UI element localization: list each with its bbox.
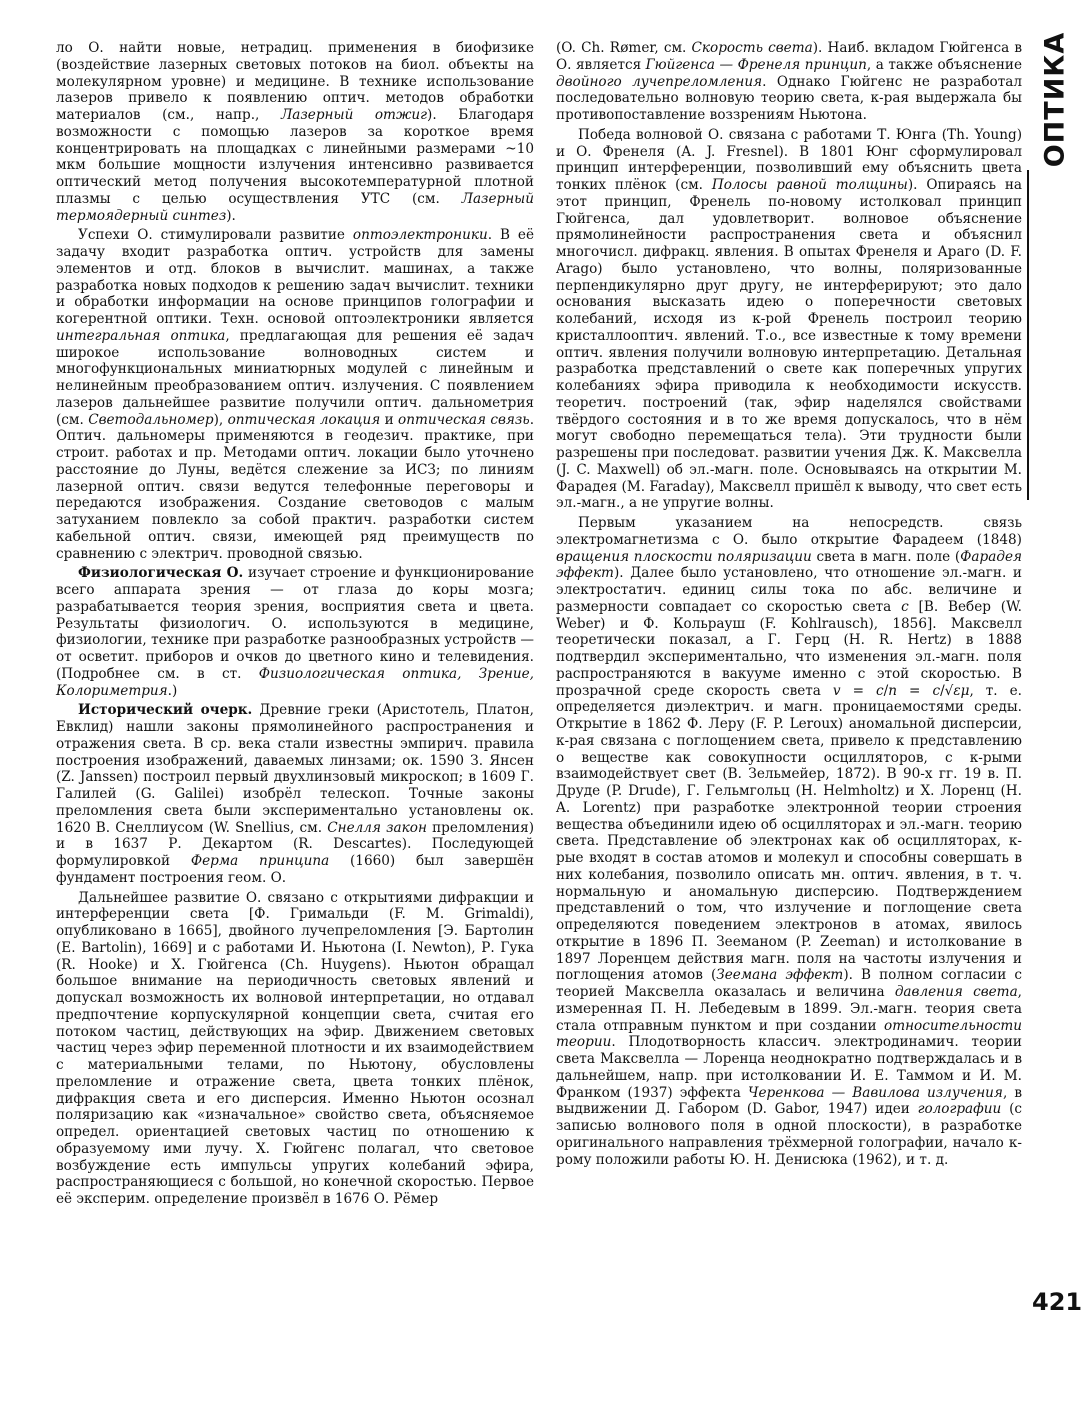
body-text: преломления) и в 1637 Р. Декартом (R. Descartes). Последующей формулировкой (56, 819, 534, 869)
paragraph (56, 565, 534, 699)
italic-reference-text: оптическая локация (227, 411, 381, 428)
body-text: . В её задачу входит разработка оптич. устройств для замены элементов и отд. блоков в вычислит. машинах, а также разработка новых подходов к решению задач вычислит. техники и обработки информации на основе принципов голографии и когерентной оптики. Техн. основой оптоэлектроники является (56, 227, 534, 327)
italic-reference-text: εμ (953, 682, 970, 699)
italic-reference-text: Зеемана эффект (716, 967, 844, 984)
body-text: , предлагающая для решения её задач широкое использование волноводных систем и многофункциональных миниатюрных модулей с линейным и нелинейным преобразованием оптич. излучения. С появлением лазеров дальнейшее развитие получили оптич. дальнометрия (см. (56, 327, 534, 428)
body-text: Успехи О. стимулировали развитие (78, 227, 353, 244)
body-text: (с записью волнового поля в одной плоскости), в разработке оригинального направления трёхмерной голографии, начало к-рому положили работы Ю. Н. Денисюка (1962), и т. д. (556, 1101, 1022, 1168)
italic-reference-text: n (888, 682, 898, 699)
italic-reference-text: Лазерный термоядерный синтез (56, 190, 534, 224)
italic-reference-text: Фарадея эффект (556, 548, 1022, 582)
paragraph (556, 515, 1022, 1168)
paragraph (556, 40, 1022, 124)
italic-reference-text: относительности теории (556, 1017, 1022, 1051)
body-text: ), (213, 411, 228, 428)
italic-reference-text: оптоэлектроники (352, 227, 488, 244)
body-text: ). Опираясь на этот принцип, Френель по-новому истолковал принцип Гюйгенса, дал удовлетворит. волновое объяснение прямолинейности распространения света и объяснил многочисл. дифракц. явления. В опытах Френеля и Араго (D. F. Arago) было установлено, что волны, поляризованные перпендикулярно друг другу, не интерферируют; это дало основания высказать идею о поперечности световых колебаний, исходя из к-рой Френель построил теорию кристаллооптич. явлений. Т.о., все известные к тому времени оптич. явления получили волновую интерпретацию. Детальная разработка представлений о свете как поперечных упругих колебаниях эфира приводила к необходимости искусств. теоретич. построений (так, эфир наделялся свойствами твёрдого состояния и в то же время допускалось, что в нём могут свободно перемещаться тела). Эти трудности были разрешены при последоват. развитии учения Дж. К. Максвелла (J. C. Maxwell) об эл.-магн. поле. Основываясь на открытии М. Фарадея (M. Faraday), Максвелл пришёл к выводу, что свет есть эл.-магн., а не упругие волны. (556, 177, 1022, 512)
page-number: 421 (1032, 1288, 1083, 1316)
paragraph (56, 890, 534, 1208)
italic-reference-text: Физиологическая оптика, Зрение, Колориметрия (56, 665, 534, 699)
body-text: ло О. найти новые, нетрадиц. применения в биофизике (воздействие лазерных световых потоков на биол. объекты на молекулярном уровне) и медицине. В технике использование лазеров привело к появлению оптич. методов обработки материалов (см., напр., (56, 40, 534, 123)
paragraph (56, 227, 534, 562)
body-text: света в магн. поле ( (811, 548, 961, 565)
italic-reference-text: Лазерный отжиг (280, 107, 428, 123)
body-text: /√ (940, 682, 954, 699)
bold-heading-text: Исторический очерк. (78, 702, 253, 719)
body-text: . Однако Гюйгенс не разработал последовательно волновую теорию света, к-рая выдержала бы противопоставление воззрениям Ньютона. (556, 73, 1022, 123)
italic-reference-text: Скорость света (691, 40, 813, 56)
italic-reference-text: Снелля закон (327, 819, 427, 836)
italic-reference-text: вращения плоскости поляризации (556, 548, 812, 565)
body-text: и (380, 411, 399, 428)
running-head-text: ОПТИКА (1039, 31, 1071, 167)
body-text: Победа волновой О. связана с работами Т. Юнга (Th. Young) и О. Френеля (A. J. Fresnel). В 1801 Юнг сформулировал принцип интерференции, позволивший ему объяснить цвета тонких плёнок (см. (556, 126, 1022, 193)
body-text: .) (167, 682, 178, 699)
italic-reference-text: c (876, 682, 884, 699)
body-text: (O. Ch. Rømer, см. (556, 40, 692, 56)
body-text: , измеренная П. Н. Лебедевым в 1899. Эл.-магн. теория света стала отправным пунктом и при создании (556, 984, 1022, 1034)
italic-reference-text: Черенкова — Вавилова излучения (747, 1084, 1003, 1101)
side-rule (1027, 170, 1029, 500)
italic-reference-text: Гюйгенса — Френеля принцип (645, 56, 867, 73)
left-column (56, 40, 534, 1208)
body-text: Дальнейшее развитие О. связано с открытиями дифракции и интерференции света [Ф. Гримальди (F. M. Grimaldi), опубликовано в 1665], двойного лучепреломления [Э. Бартолин (E. Bartolin), 1669] и с работами И. Ньютона (I. Newton), Р. Гука (R. Hooke) и Х. Гюйгенса (Ch. Huygens). Ньютон обращал большое внимание на периодичность световых явлений и допускал возможность их волновой интерпретации, но отдавал предпочтение корпускулярной концепции света, считая его потоком частиц, действующих на эфир. Движением световых частиц через эфир переменной плотности и их взаимодействием с материальными телами, по Ньютону, обусловлены преломление и отражение света, цвета тонких плёнок, дифракция света и его дисперсия. Именно Ньютон осознал поляризацию как «изначальное» свойство света, объясняемое определ. ориентацией световых частиц по отношению к образуемому ими лучу. Х. Гюйгенс полагал, что световое возбуждение есть импульсы упругих колебаний эфира, распространяющиеся с большой, но конечной скоростью. Первое её эксперим. определение произвёл в 1676 О. Рёмер (56, 889, 534, 1207)
italic-reference-text: голографии (917, 1101, 1002, 1118)
body-text: ). В полном согласии с теорией Максвелла оказалась и величина (556, 967, 1022, 1000)
body-text: [В. Вебер (W. Weber) и Ф. Кольрауш (F. Kohlrausch), 1856]. Максвелл теоретически показал, а Г. Герц (H. R. Hertz) в 1888 подтвердил экспериментально, что изменения эл.-магн. поля распространяются в вакууме именно с этой скоростью. В прозрачной среде скорость света (556, 598, 1022, 699)
body-text: = (840, 682, 877, 699)
paragraph (56, 702, 534, 886)
body-text: (1660) был завершён фундамент построения геом. О. (56, 853, 534, 886)
bold-heading-text: Физиологическая О. (78, 565, 244, 582)
body-text: ). Благодаря возможности с помощью лазеров за короткое время концентрировать на площадках с линейными размерами ~10 мкм большие мощности излучения интенсивно развивается оптический метод получения высокотемпературной плотной плазмы с целью осуществления УТС (см. (56, 107, 534, 207)
body-text: ). Наиб. вкладом Гюйгенса в О. является (556, 40, 1022, 73)
body-text: Древние греки (Аристотель, Платон, Евклид) нашли законы прямолинейного распространения и отражения света. В ср. века стали известны эмпирич. правила построения изображений, даваемых линзами; ок. 1590 З. Янсен (Z. Janssen) построил первый двухлинзовый микроскоп; в 1609 Г. Галилей (G. Galilei) изобрёл телескоп. Точные законы преломления света были экспериментально установлены ок. 1620 В. Снеллиусом (W. Snellius, см. (56, 702, 535, 836)
body-text: , т. е. определяется диэлектрич. и магн. проницаемостями среды. Открытие в 1862 Ф. Леру (F. P. Leroux) аномальной дисперсии, к-рая связана с поглощением света, привело к представлению о веществе как совокупности осцилляторов, с к-рыми взаимодействует свет (В. Зельмейер, 1872). В 90-х гг. 19 в. П. Друде (P. Drude), Г. Гельмгольц (H. Helmholtz) и Х. Лоренц (H. A. Lorentz) при разработке электронной теории строения вещества объединили идею об осцилляторах и эл.-магн. теорию света. Представление об электронах как об осцилляторах, к-рые входят в состав атомов и молекул и способны совершать в них колебания, позволило описать мн. оптич. явления, в т. ч. нормальную и аномальную дисперсию. Подтверждением представлений о том, что излучение и поглощение света определяются поведением электронов в атомах, явилось открытие в 1896 П. Зееманом (P. Zeeman) и истолкование в 1897 Лоренцем действия магн. поля на частоты излучения и поглощения атомов ( (556, 682, 1022, 984)
body-text: = (897, 682, 933, 699)
body-text: . Плодотворность классич. электродинамич. теории света Максвелла — Лоренца неоднократно подтверждалась и в дальнейшем, напр. при истолковании И. Е. Таммом и И. М. Франком (1937) эффекта (556, 1034, 1022, 1101)
body-text: . Оптич. дальномеры применяются в геодезич. практике, при строит. работах и пр. Методами оптич. локации было уточнено расстояние до Луны, ведётся слежение за ИСЗ; по линиям лазерной оптич. связи ведутся телефонные переговоры и передаются изображения. Создание световодов с малым затуханием повлекло за собой практич. разработки систем кабельной оптич. связи, имеющей ряд преимуществ по сравнению с электрич. проводной связью. (56, 411, 535, 562)
italic-reference-text: Полосы равной толщины (711, 177, 908, 193)
body-text: Первым указанием на непосредств. связь электромагнетизма с О. было открытие Фарадеем (1848) (556, 515, 1022, 548)
paragraph (56, 40, 534, 224)
body-text: , а также объяснение (866, 56, 1022, 73)
body-text: изучает строение и функционирование всего аппарата зрения — от глаза до коры мозга; разрабатывается теория зрения, восприятия света и цвета. Результаты физиологич. О. используются в медицине, физиологии, технике при разработке разнообразных устройств — от осветит. приборов и очков до цветного кино и телевидения. (Подробнее см. в ст. (56, 565, 534, 682)
italic-reference-text: оптическая связь (398, 411, 530, 428)
paragraph (556, 127, 1022, 512)
italic-reference-text: v (832, 682, 841, 699)
body-text: ). Далее было установлено, что отношение эл.-магн. и электростатич. единиц силы тока по абс. величине и размерности совпадает со скоростью света (556, 565, 1022, 615)
italic-reference-text: c (901, 598, 909, 615)
body-text: ). (226, 207, 236, 224)
italic-reference-text: c (932, 682, 941, 699)
italic-reference-text: двойного лучепреломления (556, 73, 763, 90)
italic-reference-text: Ферма принципа (190, 853, 330, 869)
body-text: , в выдвижении Д. Габором (D. Gabor, 1947) идеи (556, 1084, 1023, 1118)
italic-reference-text: интегральная оптика (56, 327, 226, 344)
running-head (1034, 31, 1076, 167)
italic-reference-text: давления света (894, 984, 1018, 1000)
right-column (556, 40, 1022, 1168)
italic-reference-text: Светодальномер (88, 411, 214, 428)
body-text: / (883, 682, 889, 699)
